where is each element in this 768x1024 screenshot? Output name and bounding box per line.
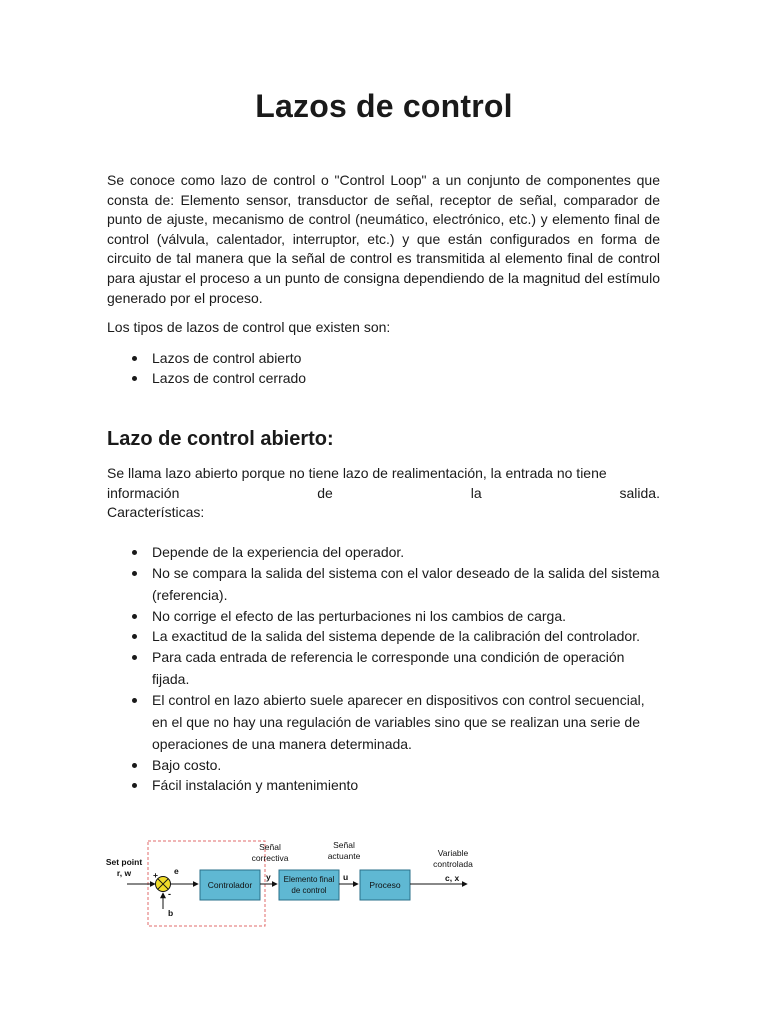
- input-symbols-label: r, w: [116, 868, 132, 878]
- list-item: Fácil instalación y mantenimiento: [107, 774, 660, 796]
- plus-sign: +: [153, 870, 158, 880]
- set-point-label: Set point: [105, 857, 143, 867]
- list-item: Lazos de control abierto: [107, 348, 660, 368]
- u-symbol: u: [343, 872, 349, 882]
- error-symbol: e: [174, 866, 179, 876]
- section-heading: Lazo de control abierto:: [107, 428, 334, 450]
- final-element-label: Elemento final: [283, 875, 335, 884]
- section-paragraph: [107, 464, 660, 523]
- list-item: El control en lazo abierto suele aparecer en dispositivos con control secuencial, en el que no hay una regulación de variables sino que se realizan una serie de operaciones de una manera determinada.: [107, 689, 660, 756]
- process-label: Proceso: [369, 880, 401, 890]
- list-item: Depende de la experiencia del operador.: [107, 541, 660, 563]
- intro-paragraph: Se conoce como lazo de control o "Control Loop" a un conjunto de componentes que consta de: Elemento sensor, transductor de señal, receptor de señal, comparador de punto de ajuste, mecanismo de control (neumático, electrónico, etc.) y elemento final de control (válvula, calentador, interruptor, etc.) y que están configurados en forma de circuito de tal manera que la señal de control es transmitida al elemento final de control para ajustar el proceso a un punto de consigna dependiendo de la magnitud del estímulo generado por el proceso.: [107, 172, 660, 306]
- output-symbols-label: c, x: [445, 873, 460, 883]
- signal-actuating-label: Señal: [333, 840, 355, 850]
- list-item: La exactitud de la salida del sistema depende de la calibración del controlador.: [107, 625, 660, 647]
- types-intro: Los tipos de lazos de control que existen son:: [107, 319, 391, 335]
- list-item: No se compara la salida del sistema con el valor deseado de la salida del sistema (referencia).: [107, 562, 660, 607]
- list-item: Lazos de control cerrado: [107, 368, 660, 388]
- controlled-variable-label: controlada: [433, 859, 473, 869]
- minus-sign: -: [168, 889, 171, 899]
- y-symbol: y: [266, 872, 271, 882]
- list-item: No corrige el efecto de las perturbaciones ni los cambios de carga.: [107, 605, 660, 627]
- final-element-label: de control: [291, 886, 327, 895]
- section-paragraph-line: información de la salida.: [107, 484, 660, 501]
- signal-corrective-label: correctiva: [251, 853, 289, 863]
- types-list: [107, 348, 660, 388]
- controller-label: Controlador: [207, 880, 253, 890]
- page-title: Lazos de control: [255, 88, 513, 124]
- list-item: Para cada entrada de referencia le corresponde una condición de operación fijada.: [107, 646, 660, 691]
- disturbance-symbol: b: [168, 908, 174, 918]
- section-paragraph-line: Se llama lazo abierto porque no tiene lazo de realimentación, la entrada no tiene: [107, 465, 607, 481]
- controlled-variable-label: Variable: [437, 848, 469, 858]
- open-loop-block-diagram: [102, 835, 482, 930]
- characteristics-list: [107, 541, 660, 795]
- list-item: Bajo costo.: [107, 754, 660, 776]
- characteristics-label: Características:: [107, 504, 205, 521]
- signal-corrective-label: Señal: [259, 842, 281, 852]
- signal-actuating-label: actuante: [327, 851, 361, 861]
